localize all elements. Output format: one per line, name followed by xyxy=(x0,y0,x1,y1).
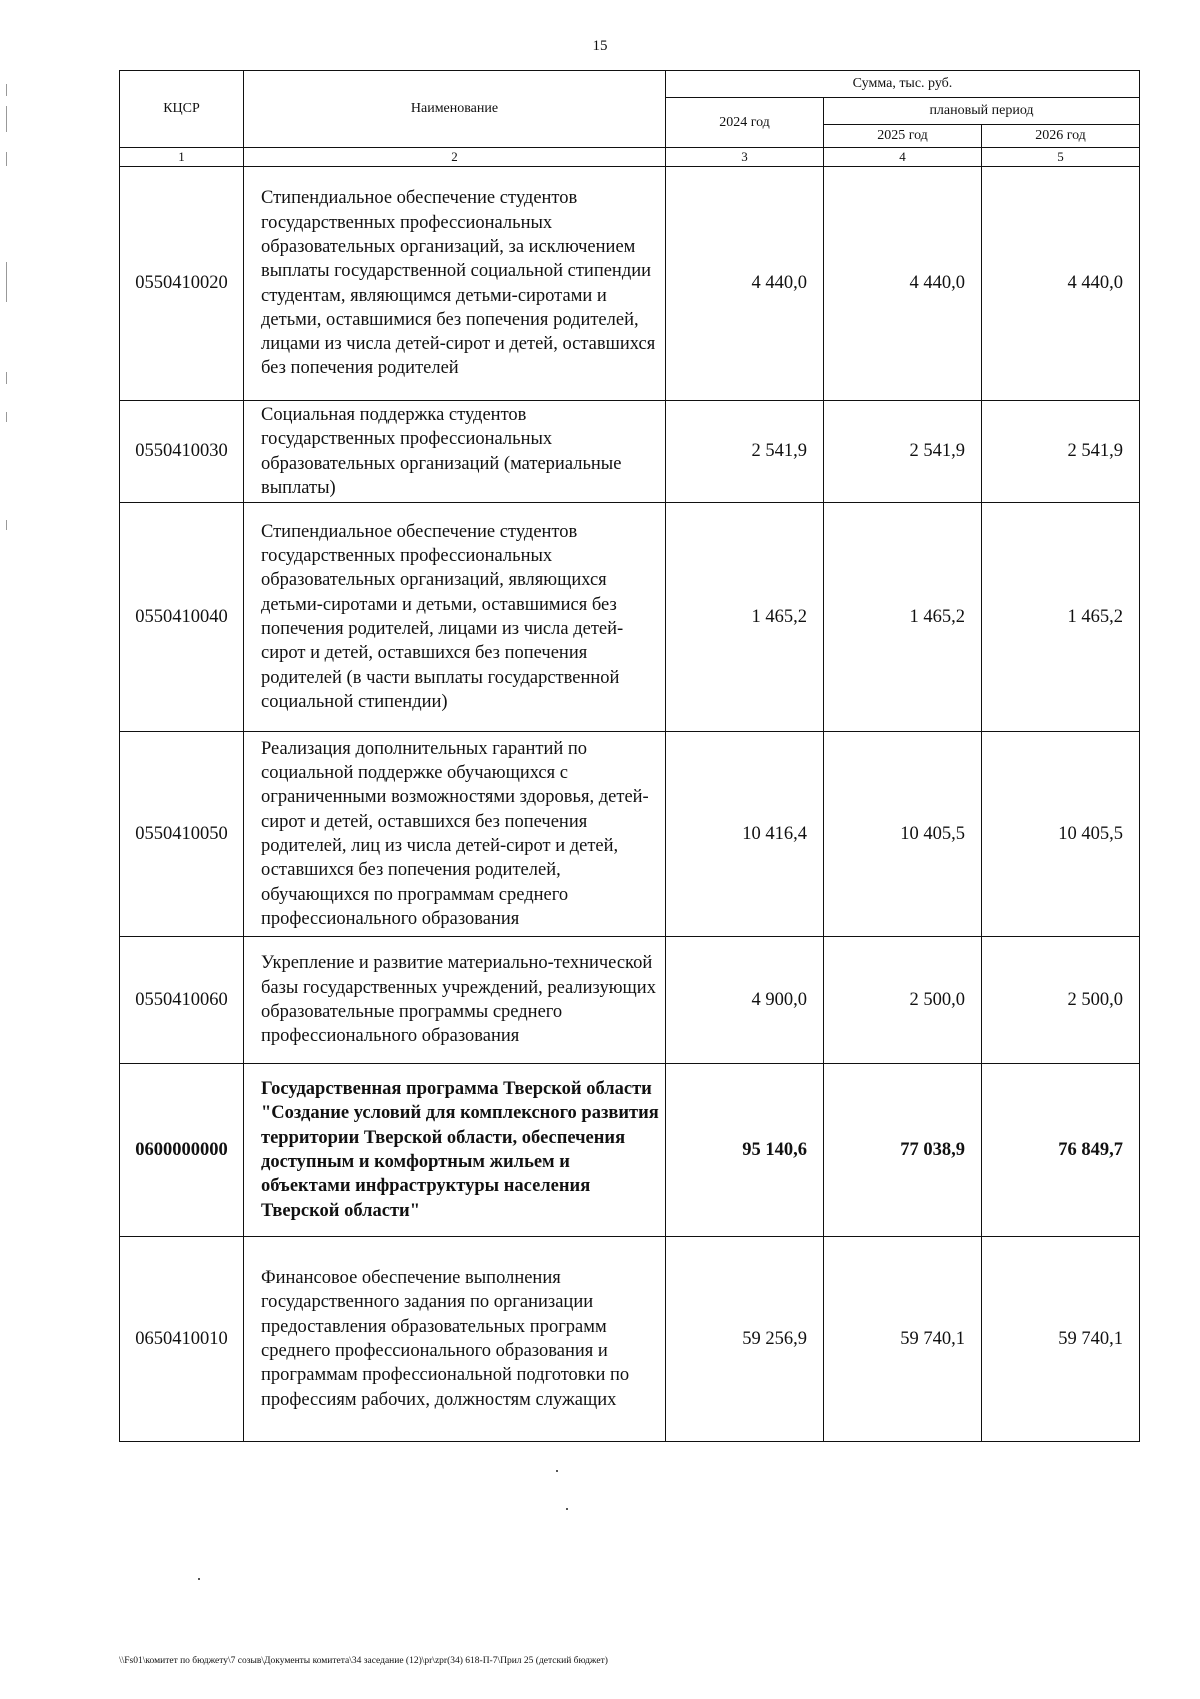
table-row xyxy=(120,1064,1140,1237)
row-code: 0550410060 xyxy=(120,937,244,1064)
table-row xyxy=(120,401,1140,503)
scan-margin-mark xyxy=(6,520,7,530)
header-name: Наименование xyxy=(244,71,666,148)
row-value-2026: 1 465,2 xyxy=(982,503,1140,732)
budget-table xyxy=(119,70,1140,1442)
row-name: Стипендиальное обеспечение студентов государственных профессиональных образовательных организаций, являющихся детьми-сиротами и детьми, оставшимися без попечения родителей, лицами из числа детей-сирот и детей, оставшихся без попечения родителей (в части выплаты государственной социальной стипендии) xyxy=(244,503,666,732)
row-value-2024: 4 900,0 xyxy=(666,937,824,1064)
row-value-2026: 59 740,1 xyxy=(982,1237,1140,1442)
row-value-2025: 2 541,9 xyxy=(824,401,982,503)
scan-margin-mark xyxy=(6,106,7,132)
table-row xyxy=(120,937,1140,1064)
row-value-2026: 4 440,0 xyxy=(982,167,1140,401)
file-path-footer: \\Fs01\комитет по бюджету\7 созыв\Документы комитета\34 заседание (12)\pr\zpr(34) 618-П-7\Прил 25 (детский бюджет) xyxy=(119,1656,608,1666)
header-planned-period: плановый период xyxy=(824,98,1140,125)
row-value-2025: 77 038,9 xyxy=(824,1064,982,1237)
page-number: 15 xyxy=(592,38,608,54)
row-value-2024: 10 416,4 xyxy=(666,732,824,937)
row-name: Реализация дополнительных гарантий по социальной поддержке обучающихся с ограниченными возможностями здоровья, детей-сирот и детей, оставшихся без попечения родителей, лиц из числа детей-сирот и детей, оставшихся без попечения родителей, обучающихся по программам среднего профессионального образования xyxy=(244,732,666,937)
row-code: 0550410040 xyxy=(120,503,244,732)
row-name: Укрепление и развитие материально-технической базы государственных учреждений, реализующих образовательные программы среднего профессионального образования xyxy=(244,937,666,1064)
scan-margin-mark xyxy=(6,262,7,302)
row-code: 0550410030 xyxy=(120,401,244,503)
row-value-2025: 2 500,0 xyxy=(824,937,982,1064)
scan-margin-mark xyxy=(6,372,7,384)
header-sum: Сумма, тыс. руб. xyxy=(666,71,1140,98)
row-value-2026: 2 500,0 xyxy=(982,937,1140,1064)
column-number: 1 xyxy=(120,148,244,167)
row-value-2026: 76 849,7 xyxy=(982,1064,1140,1237)
row-value-2026: 2 541,9 xyxy=(982,401,1140,503)
table-row xyxy=(120,732,1140,937)
row-code: 0550410050 xyxy=(120,732,244,937)
header-2025: 2025 год xyxy=(824,125,982,148)
column-number: 3 xyxy=(666,148,824,167)
row-name: Государственная программа Тверской области "Создание условий для комплексного развития территории Тверской области, обеспечения доступным и комфортным жильем и объектами инфраструктуры населения Тверской области" xyxy=(244,1064,666,1237)
scan-margin-mark xyxy=(6,412,7,422)
column-number: 2 xyxy=(244,148,666,167)
scan-margin-mark xyxy=(6,84,7,96)
column-number-row xyxy=(120,148,1140,167)
row-value-2024: 95 140,6 xyxy=(666,1064,824,1237)
row-value-2025: 4 440,0 xyxy=(824,167,982,401)
row-value-2024: 2 541,9 xyxy=(666,401,824,503)
scan-margin-mark xyxy=(6,152,7,166)
header-2024: 2024 год xyxy=(666,98,824,148)
scan-speck xyxy=(566,1508,568,1510)
row-code: 0550410020 xyxy=(120,167,244,401)
row-name: Стипендиальное обеспечение студентов государственных профессиональных образовательных организаций, за исключением выплаты государственной социальной стипендии студентам, являющимся детьми-сиротами и детьми, оставшимися без попечения родителей, лицами из числа детей-сирот и детей, оставшихся без попечения родителей xyxy=(244,167,666,401)
row-value-2024: 59 256,9 xyxy=(666,1237,824,1442)
table-row xyxy=(120,1237,1140,1442)
row-value-2024: 4 440,0 xyxy=(666,167,824,401)
header-2026: 2026 год xyxy=(982,125,1140,148)
column-number: 5 xyxy=(982,148,1140,167)
row-value-2024: 1 465,2 xyxy=(666,503,824,732)
table-row xyxy=(120,503,1140,732)
row-code: 0600000000 xyxy=(120,1064,244,1237)
row-name: Финансовое обеспечение выполнения государственного задания по организации предоставления образовательных программ среднего профессионального образования и программам профессиональной подготовки по профессиям рабочих, должностям служащих xyxy=(244,1237,666,1442)
row-value-2026: 10 405,5 xyxy=(982,732,1140,937)
row-value-2025: 10 405,5 xyxy=(824,732,982,937)
header-row xyxy=(120,71,1140,98)
table-row xyxy=(120,167,1140,401)
row-code: 0650410010 xyxy=(120,1237,244,1442)
column-number: 4 xyxy=(824,148,982,167)
row-value-2025: 59 740,1 xyxy=(824,1237,982,1442)
header-code: КЦСР xyxy=(120,71,244,148)
scan-speck xyxy=(556,1470,558,1472)
row-value-2025: 1 465,2 xyxy=(824,503,982,732)
row-name: Социальная поддержка студентов государственных профессиональных образовательных организаций (материальные выплаты) xyxy=(244,401,666,503)
scan-speck xyxy=(198,1578,200,1580)
